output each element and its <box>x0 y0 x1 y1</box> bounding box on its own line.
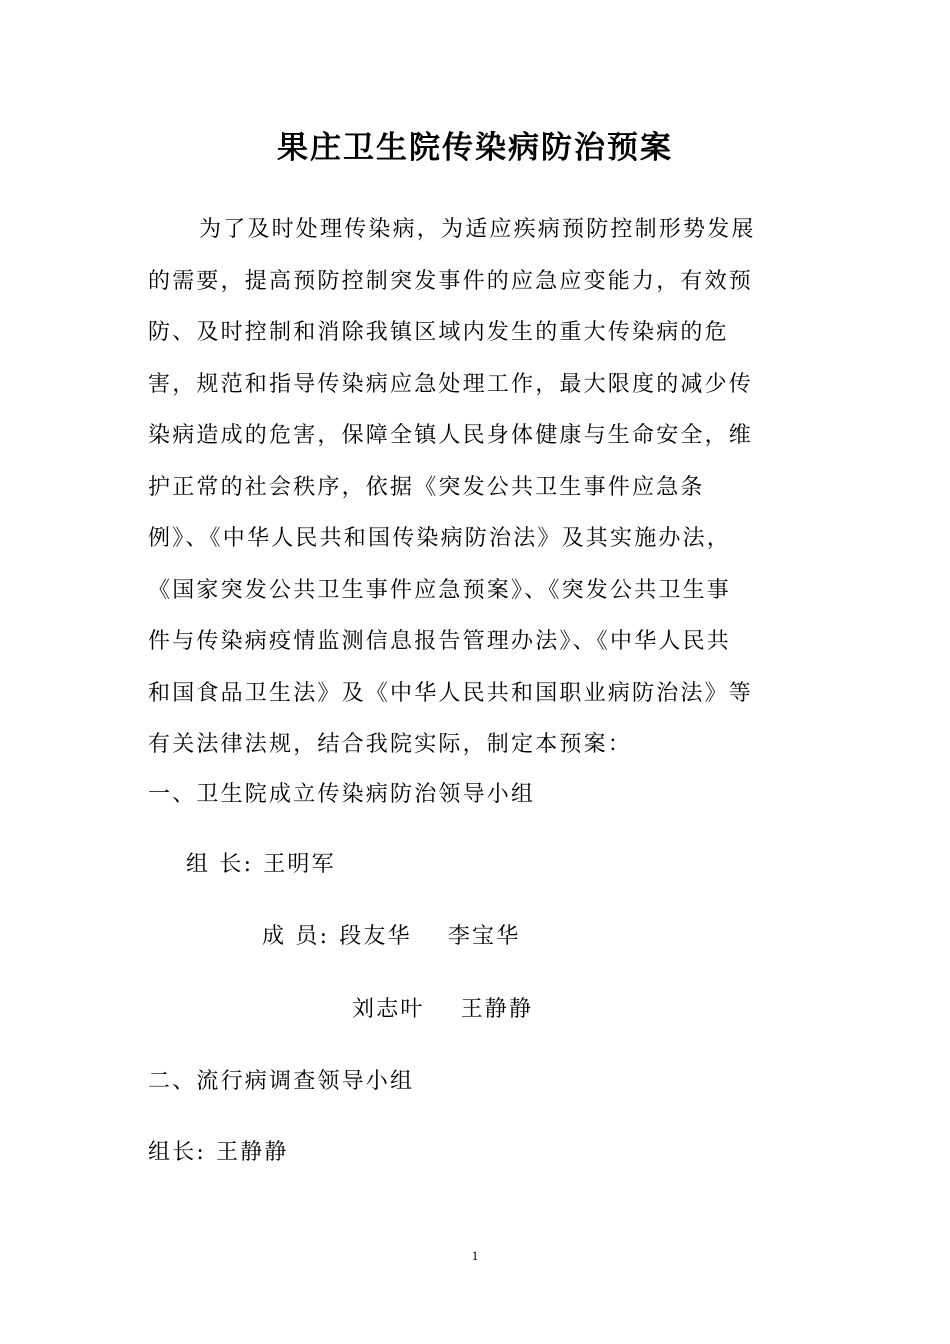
leader-name: 王静静 <box>216 1140 289 1165</box>
intro-line: 护正常的社会秩序，依据《突发公共卫生事件应急条 <box>148 474 705 500</box>
leader-name: 王明军 <box>263 852 336 877</box>
intro-paragraph <box>148 204 788 771</box>
section1-heading: 一、卫生院成立传染病防治领导小组 <box>148 782 536 807</box>
intro-line: 《国家突发公共卫生事件应急预案》、《突发公共卫生事 <box>148 577 732 603</box>
member-name: 段友华 <box>339 924 412 949</box>
leader-label: 组 长: <box>186 852 254 877</box>
intro-line: 染病造成的危害，保障全镇人民身体健康与生命安全，维 <box>148 423 754 448</box>
leader-label: 组长: <box>148 1140 207 1165</box>
intro-line: 防、及时控制和消除我镇区域内发生的重大传染病的危 <box>148 320 729 345</box>
intro-line: 害，规范和指导传染病应急处理工作，最大限度的减少传 <box>148 371 754 397</box>
section1-members-row-2 <box>352 995 533 1025</box>
section1-leader <box>186 850 336 880</box>
intro-line: 有关法律法规，结合我院实际，制定本预案： <box>148 732 633 757</box>
intro-line: 为了及时处理传染病，为适应疾病预防控制形势发展 <box>199 217 756 242</box>
document-title: 果庄卫生院传染病防治预案 <box>277 130 673 166</box>
section2-leader <box>148 1138 289 1168</box>
member-name: 王静静 <box>460 997 534 1022</box>
intro-line: 例》、《中华人民共和国传染病防治法》及其实施办法， <box>148 526 732 551</box>
members-label: 成 员: <box>262 924 330 949</box>
intro-line: 和国食品卫生法》及《中华人民共和国职业病防治法》等 <box>148 680 754 706</box>
member-name: 李宝华 <box>447 924 521 949</box>
intro-line: 的需要，提高预防控制突发事件的应急应变能力，有效预 <box>148 268 754 294</box>
page-number: 1 <box>471 1248 479 1263</box>
member-name: 刘志叶 <box>352 997 425 1022</box>
intro-line: 件与传染病疫情监测信息报告管理办法》、《中华人民共 <box>148 629 732 654</box>
section2-heading: 二、流行病调查领导小组 <box>148 1069 415 1094</box>
section1-members-row-1 <box>262 922 520 952</box>
